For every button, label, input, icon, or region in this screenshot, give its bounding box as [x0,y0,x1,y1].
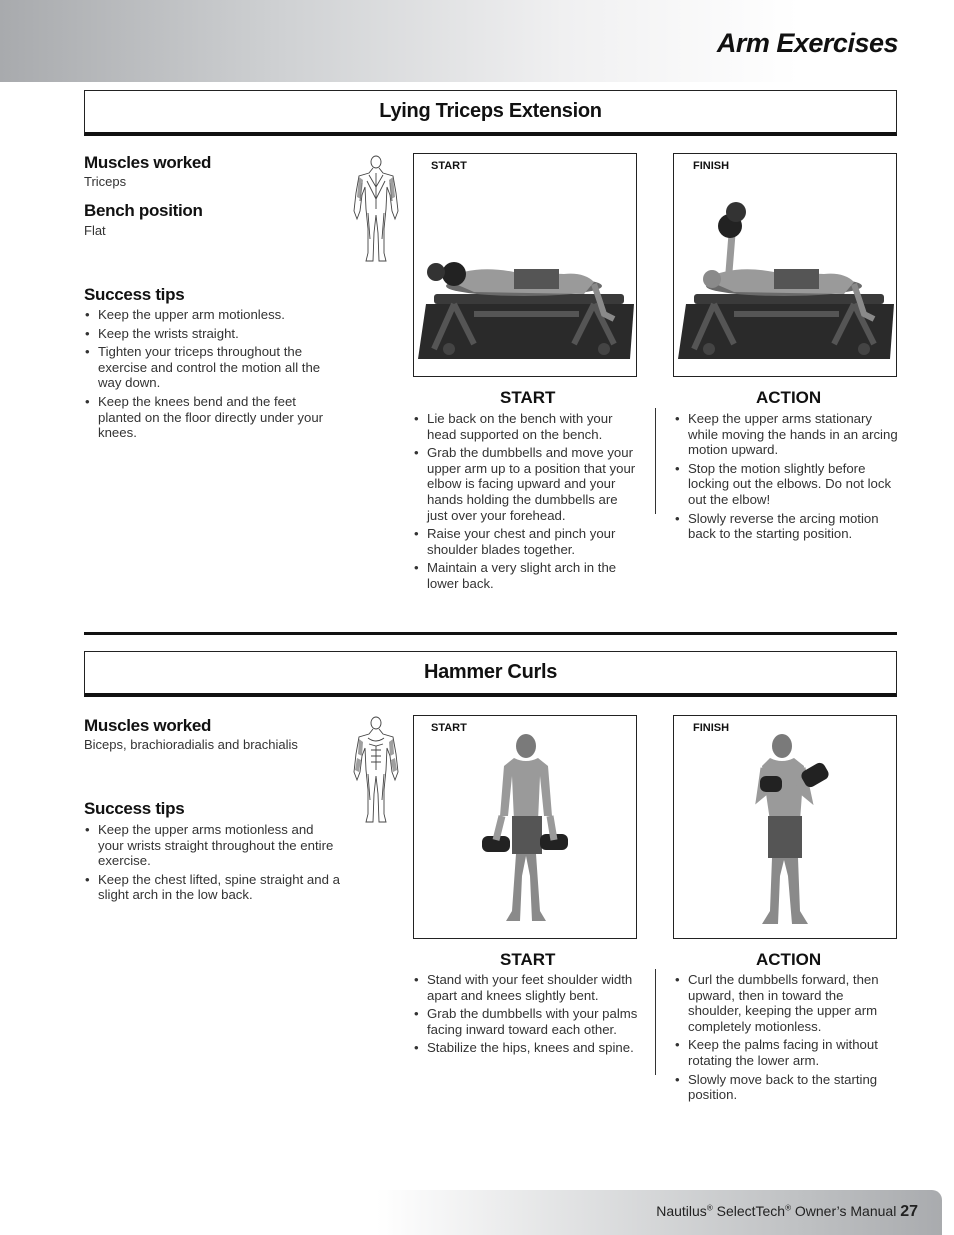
action-steps-list [674,972,900,1106]
standing-start-illustration [414,716,637,939]
action-heading: ACTION [756,950,822,969]
section-header-lying-triceps [84,90,897,136]
section-header-hammer-curls [84,651,897,697]
muscles-worked-value: Triceps [84,174,127,189]
page-title: Arm Exercises [716,28,898,58]
footer-manual: Owner’s Manual [791,1203,897,1219]
column-divider [655,969,656,1075]
muscles-worked-value: Biceps, brachioradialis and brachialis [84,737,298,752]
list-item: • Stand with your feet shoulder width apart and knees slightly bent. [413,972,641,1003]
photo-finish-hammer-curls [673,715,897,939]
success-tips-heading: Success tips [84,799,185,818]
list-item: • Keep the upper arms stationary while moving the hands in an arcing motion upward. [674,411,900,458]
bench-position-value: Flat [84,223,106,238]
footer-product: SelectTech [712,1203,786,1219]
photo-finish-lying-triceps [673,153,897,377]
list-item: • Curl the dumbbells forward, then upward, then in toward the shoulder, keeping the upper arm completely motionless. [674,972,900,1034]
section-divider [84,632,897,635]
footer-brand: Nautilus [656,1203,707,1219]
photo-label: START [431,722,467,734]
list-item: • Keep the wrists straight. [84,326,332,342]
list-item: • Keep the knees bend and the feet planted on the floor directly under your knees. [84,394,332,441]
list-item: • Stabilize the hips, knees and spine. [413,1040,641,1056]
success-tips-list [84,307,332,444]
bench-start-illustration [414,154,637,377]
list-item: • Keep the upper arm motionless. [84,307,332,323]
list-item: • Tighten your triceps throughout the exercise and control the motion all the way down. [84,344,332,391]
photo-start-hammer-curls [413,715,637,939]
muscles-worked-heading: Muscles worked [84,716,212,735]
standing-finish-illustration [674,716,897,939]
bench-position-heading: Bench position [84,201,203,220]
list-item: • Keep the chest lifted, spine straight and a slight arch in the low back. [84,872,340,903]
start-heading: START [500,388,556,407]
list-item: • Maintain a very slight arch in the lower back. [413,560,641,591]
list-item: • Grab the dumbbells and move your upper arm up to a position that your elbow is facing upward and your hands holding the dumbbells are just over your forehead. [413,445,641,523]
section-title: Lying Triceps Extension [379,100,602,122]
column-divider [655,408,656,514]
list-item: • Keep the palms facing in without rotating the lower arm. [674,1037,900,1068]
list-item: • Keep the upper arms motionless and your wrists straight throughout the entire exercise. [84,822,340,869]
action-heading: ACTION [756,388,822,407]
footer [656,1203,918,1221]
photo-label: FINISH [693,160,730,172]
muscles-worked-heading: Muscles worked [84,153,212,172]
muscle-diagram-front-icon [351,714,401,824]
section-title: Hammer Curls [423,661,558,683]
list-item: • Lie back on the bench with your head supported on the bench. [413,411,641,442]
photo-label: START [431,160,467,172]
success-tips-list [84,822,340,906]
list-item: • Slowly reverse the arcing motion back to the starting position. [674,511,900,542]
start-steps-list [413,411,641,595]
start-heading: START [500,950,556,969]
start-steps-list [413,972,641,1059]
page-number: 27 [900,1203,918,1220]
registered-mark: ® [785,1203,791,1213]
bench-finish-illustration [674,154,897,377]
list-item: • Stop the motion slightly before locking out the elbows. Do not lock out the elbow! [674,461,900,508]
muscle-diagram-back-icon [351,153,401,263]
success-tips-heading: Success tips [84,285,185,304]
photo-start-lying-triceps [413,153,637,377]
list-item: • Slowly move back to the starting position. [674,1072,900,1103]
list-item: • Raise your chest and pinch your shoulder blades together. [413,526,641,557]
list-item: • Grab the dumbbells with your palms facing inward toward each other. [413,1006,641,1037]
registered-mark: ® [706,1203,713,1213]
photo-label: FINISH [693,722,730,734]
action-steps-list [674,411,900,545]
